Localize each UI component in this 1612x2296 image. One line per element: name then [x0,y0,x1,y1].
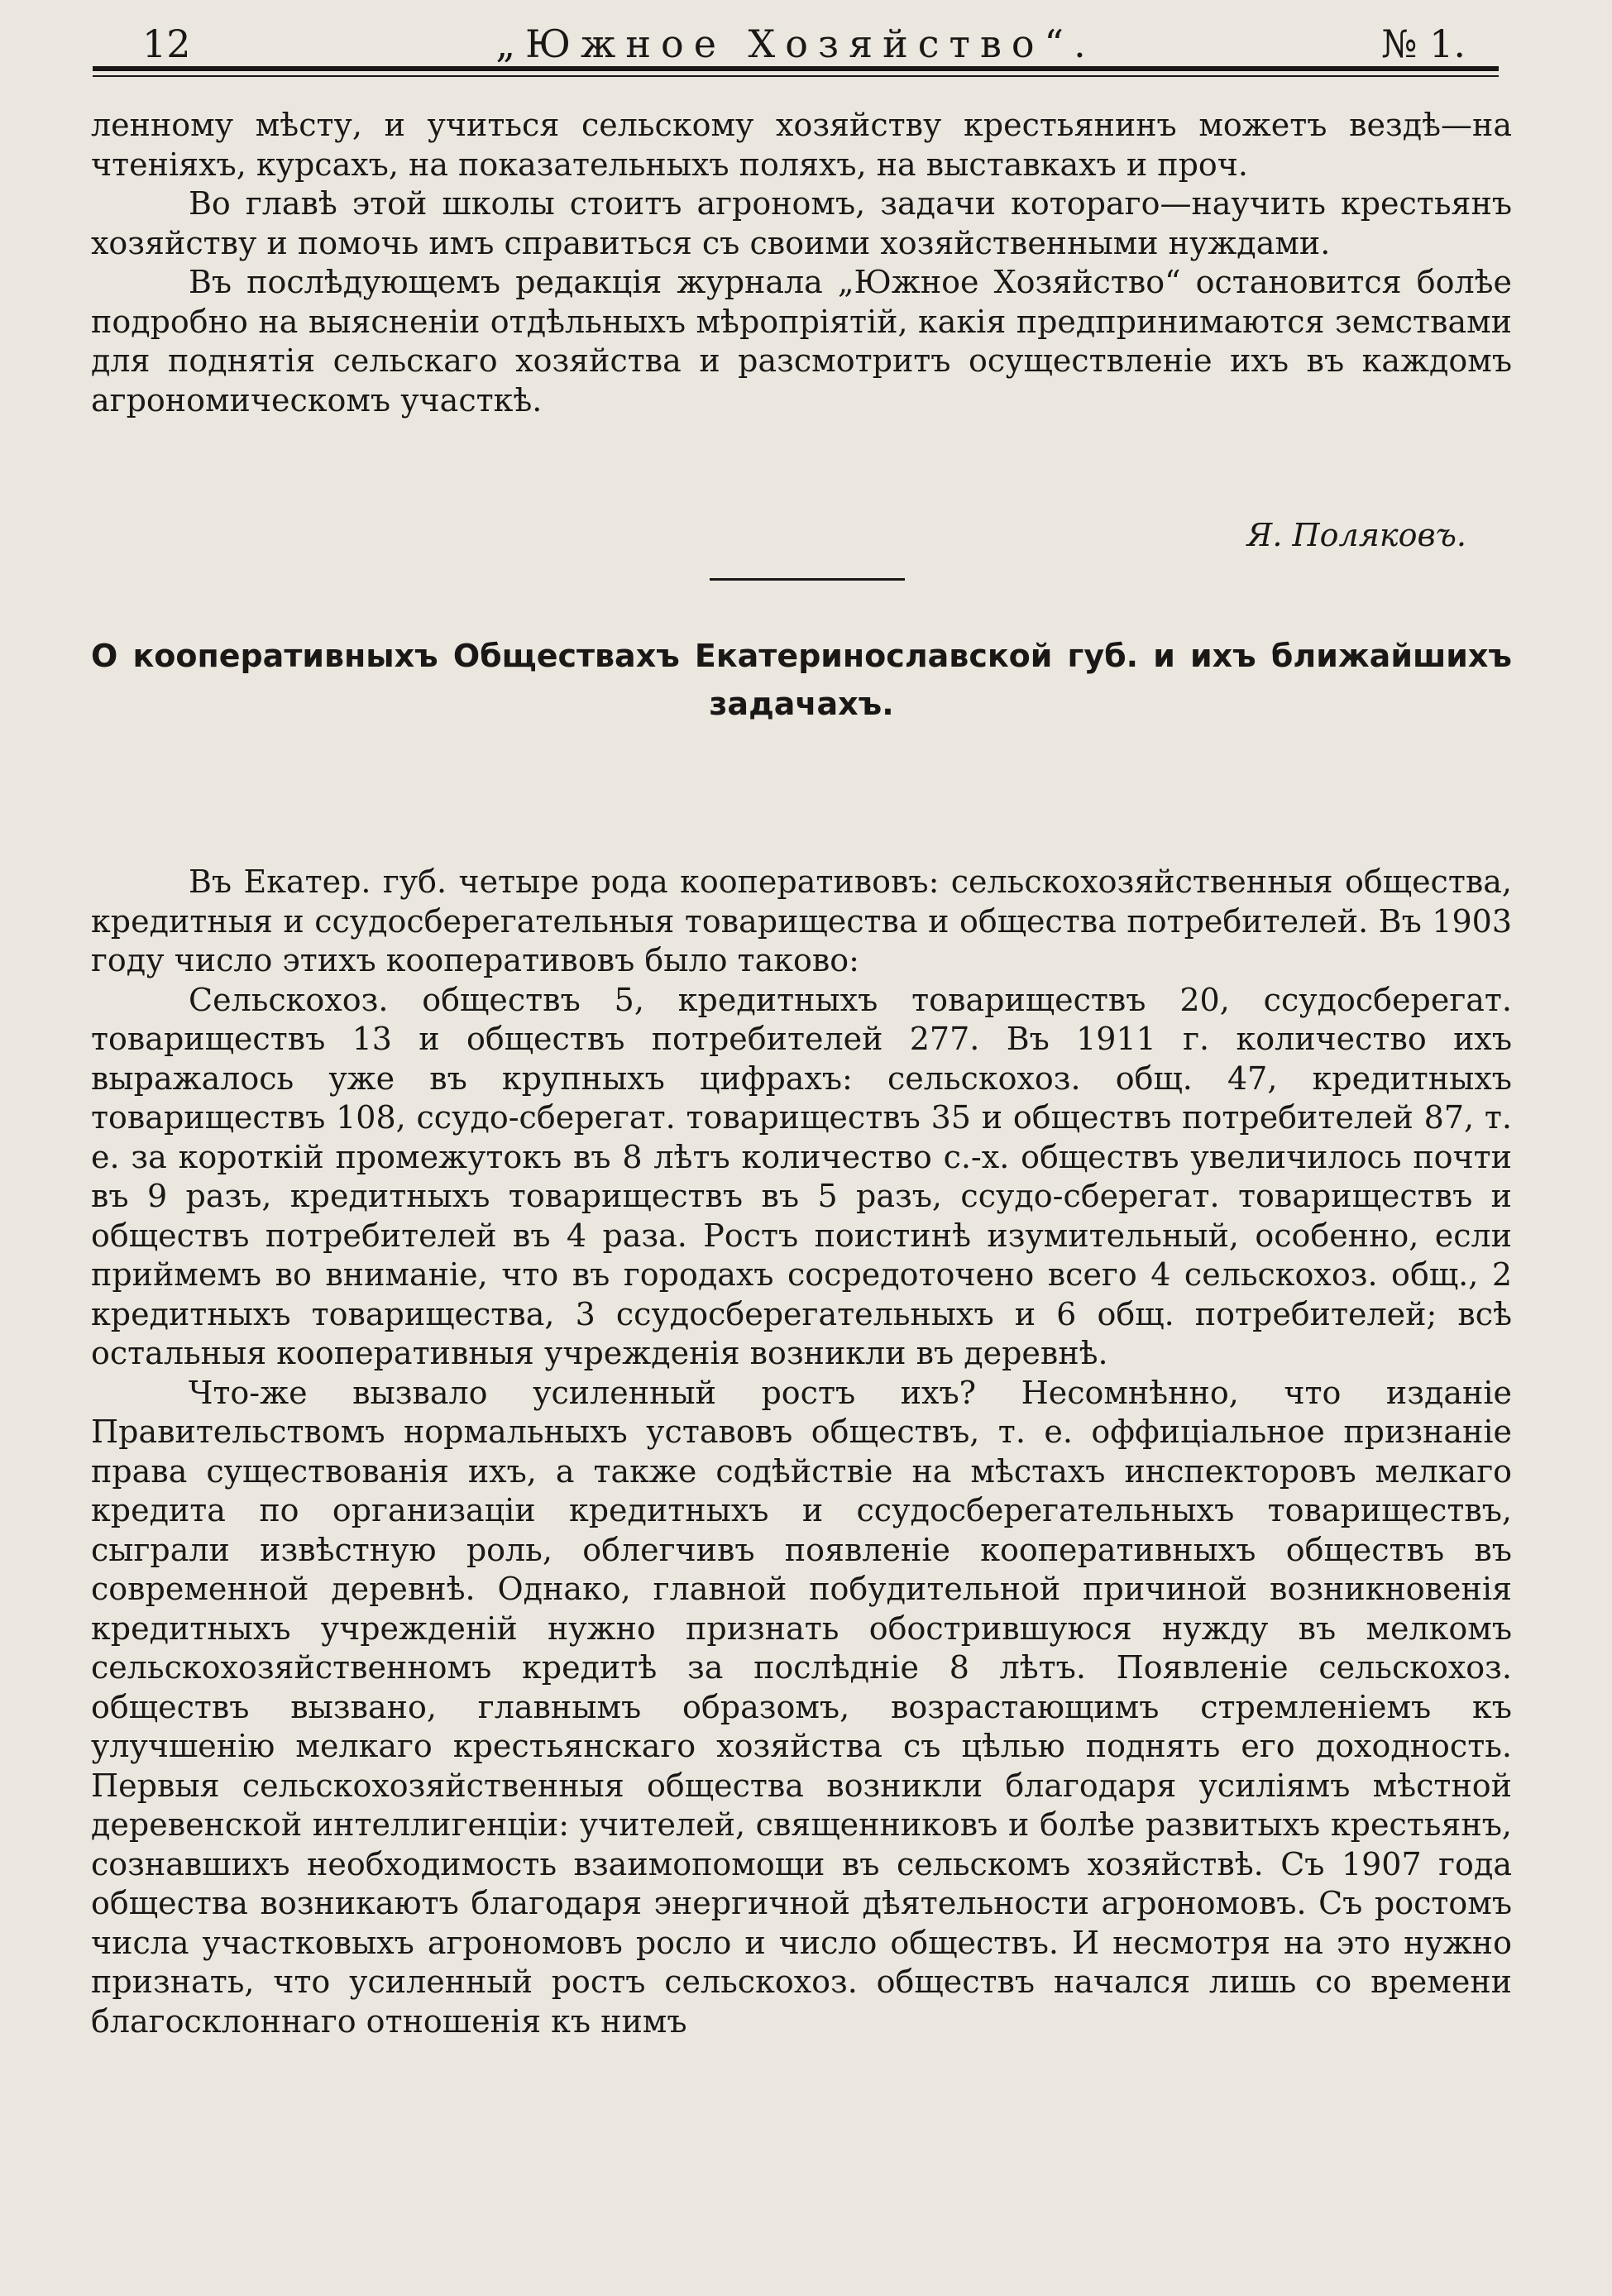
article-body [91,863,1512,2041]
journal-title: „Южное Хозяйство“. [495,22,1096,66]
header-rule-thick [93,66,1499,71]
section-separator [710,578,905,581]
paragraph: ленному мѣсту, и учиться сельскому хозяйству крестьянинъ можетъ вездѣ—на чтеніяхъ, курсахъ, на показательныхъ поляхъ, на выставкахъ и проч. [91,107,1512,183]
article-continuation [91,106,1512,420]
paragraph: Въ послѣдующемъ редакція журнала „Южное Хозяйство“ остановится болѣе подробно на выясненіи отдѣльныхъ мѣропріятій, какія предпринимаются земствами для поднятія сельскаго хозяйства и разсмотритъ осуществленіе ихъ въ каждомъ агрономическомъ участкѣ. [91,264,1512,419]
issue-number: № 1. [1380,22,1466,66]
paragraph: Что-же вызвало усиленный ростъ ихъ? Несомнѣнно, что изданіе Правительствомъ нормальныхъ уставовъ обществъ, т. е. оффиціальное признаніе права существованія ихъ, а также содѣйствіе на мѣстахъ инспекторовъ мелкаго кредита по организаціи кредитныхъ и ссудосберегательныхъ товариществъ, сыграли извѣстную роль, облегчивъ появленіе кооперативныхъ обществъ въ современной деревнѣ. Однако, главной побудительной причиной возникновенія кредитныхъ учрежденій нужно признать обострившуюся нужду въ мелкомъ сельскохозяйственномъ кредитѣ за послѣдніе 8 лѣтъ. Появленіе сельскохоз. обществъ вызвано, главнымъ образомъ, возрастающимъ стремленіемъ къ улучшенію мелкаго крестьянскаго хозяйства съ цѣлью поднять его доходность. Первыя сельскохозяйственныя общества возникли благодаря усиліямъ мѣстной деревенской интеллигенціи: учителей, священниковъ и болѣе развитыхъ крестьянъ, сознавшихъ необходимость взаимопомощи въ сельскомъ хозяйствѣ. Съ 1907 года общества возникаютъ благодаря энергичной дѣятельности агрономовъ. Съ ростомъ числа участковыхъ агрономовъ росло и число обществъ. И несмотря на это нужно признать, что усиленный ростъ сельскохоз. обществъ начался лишь со времени благосклоннаго отношенія къ нимъ [91,1374,1512,2040]
header-rule-thin [93,75,1499,77]
author-signature: Я. Поляковъ. [1246,517,1466,553]
running-head [93,20,1499,68]
paragraph: Въ Екатер. губ. четыре рода кооперативовъ: сельскохозяйственныя общества, кредитныя и ссудосберегательныя товарищества и общества потребителей. Въ 1903 году число этихъ кооперативовъ было таково: [91,863,1512,978]
article-heading: О кооперативныхъ Обществахъ Екатеринославской губ. и ихъ ближайшихъ задачахъ. [91,638,1512,722]
paragraph: Во главѣ этой школы стоитъ агрономъ, задачи котораго—научить крестьянъ хозяйству и помочь имъ справиться съ своими хозяйственными нуждами. [91,185,1512,261]
paragraph: Сельскохоз. обществъ 5, кредитныхъ товариществъ 20, ссудосберегат. товариществъ 13 и обществъ потребителей 277. Въ 1911 г. количество ихъ выражалось уже въ крупныхъ цифрахъ: сельскохоз. общ. 47, кредитныхъ товариществъ 108, ссудо-сберегат. товариществъ 35 и обществъ потребителей 87, т. е. за короткій промежутокъ въ 8 лѣтъ количество с.-х. обществъ увеличилось почти въ 9 разъ, кредитныхъ товариществъ въ 5 разъ, ссудо-сберегат. товариществъ и обществъ потребителей въ 4 раза. Ростъ поистинѣ изумительный, особенно, если приймемъ во вниманіе, что въ городахъ сосредоточено всего 4 сельскохоз. общ., 2 кредитныхъ товарищества, 3 ссудосберегательныхъ и 6 общ. потребителей; всѣ остальныя кооперативныя учрежденія возникли въ деревнѣ. [91,981,1512,1371]
page-number: 12 [142,22,191,66]
